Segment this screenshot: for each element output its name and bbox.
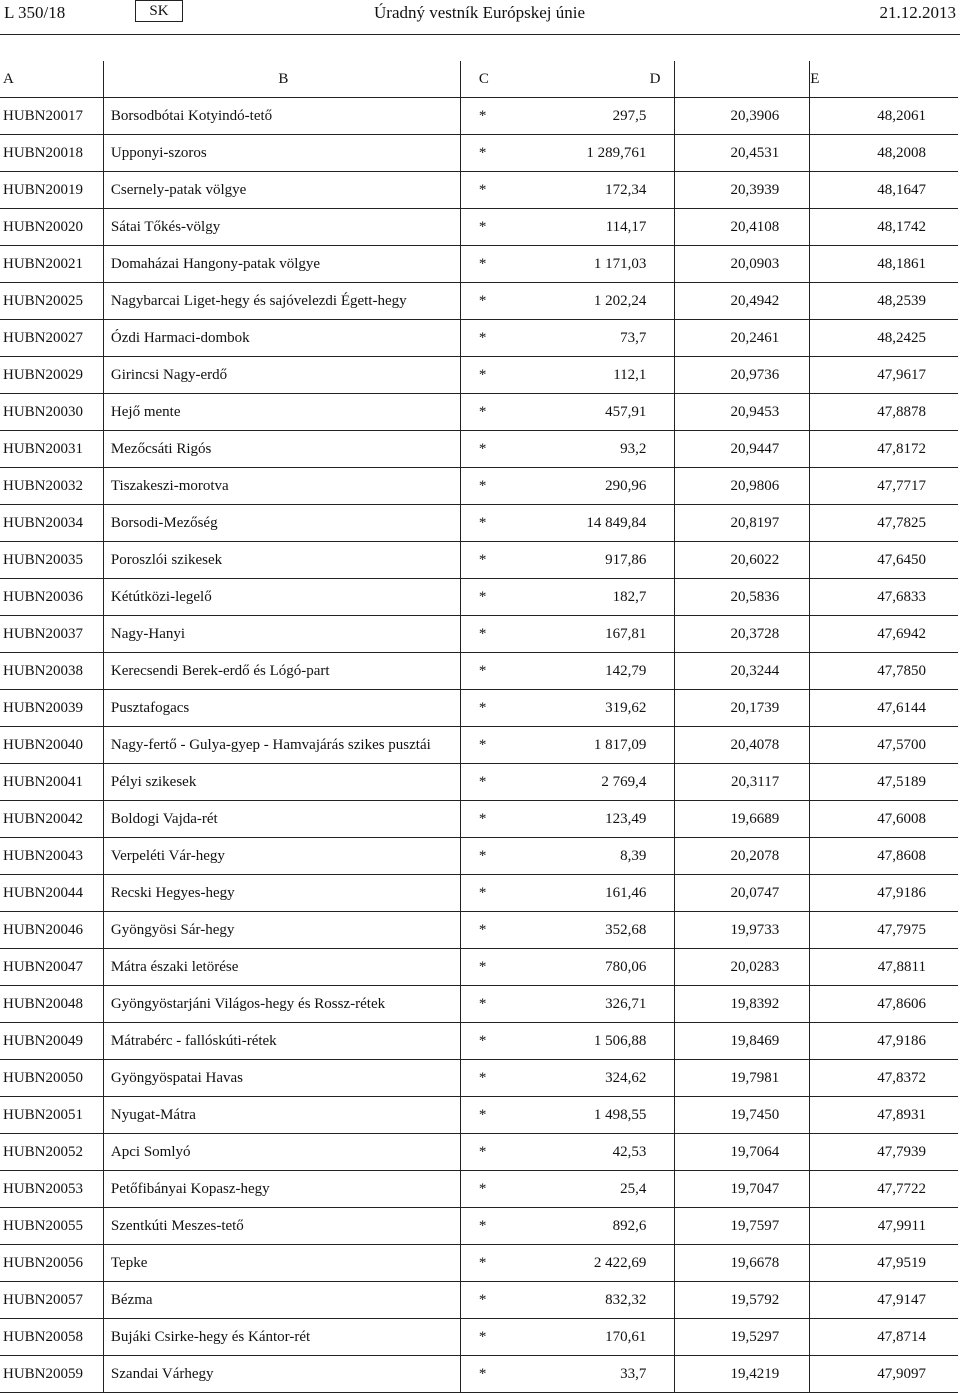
site-area: 93,2 [543, 431, 675, 468]
site-area: 1 202,24 [543, 283, 675, 320]
site-area: 161,46 [543, 875, 675, 912]
site-name: Kétútközi-legelő [103, 579, 460, 616]
site-code: HUBN20018 [0, 135, 103, 172]
table-row [0, 1245, 958, 1282]
site-longitude: 20,1739 [675, 690, 810, 727]
site-name: Nyugat-Mátra [103, 1097, 460, 1134]
site-area: 832,32 [543, 1282, 675, 1319]
site-name: Kerecsendi Berek-erdő és Lógó-part [103, 653, 460, 690]
table-row [0, 1097, 958, 1134]
table-row [0, 1060, 958, 1097]
site-marker: * [460, 1023, 542, 1060]
site-marker: * [460, 986, 542, 1023]
site-longitude: 19,6689 [675, 801, 810, 838]
site-name: Tepke [103, 1245, 460, 1282]
site-code: HUBN20047 [0, 949, 103, 986]
site-area: 172,34 [543, 172, 675, 209]
site-name: Borsodbótai Kotyindó-tető [103, 98, 460, 135]
site-marker: * [460, 616, 542, 653]
site-marker: * [460, 949, 542, 986]
site-latitude: 47,9911 [810, 1208, 958, 1245]
site-marker: * [460, 579, 542, 616]
site-area: 14 849,84 [543, 505, 675, 542]
site-name: Pusztafogacs [103, 690, 460, 727]
site-name: Gyöngyösi Sár-hegy [103, 912, 460, 949]
site-name: Mezőcsáti Rigós [103, 431, 460, 468]
site-marker: * [460, 172, 542, 209]
site-code: HUBN20058 [0, 1319, 103, 1356]
site-marker: * [460, 1282, 542, 1319]
site-marker: * [460, 1208, 542, 1245]
column-header-c: C [460, 61, 542, 98]
site-latitude: 47,9617 [810, 357, 958, 394]
site-code: HUBN20021 [0, 246, 103, 283]
table-row [0, 579, 958, 616]
site-area: 114,17 [543, 209, 675, 246]
site-latitude: 48,2425 [810, 320, 958, 357]
site-name: Ózdi Harmaci-dombok [103, 320, 460, 357]
site-area: 112,1 [543, 357, 675, 394]
table-row [0, 1356, 958, 1393]
site-area: 319,62 [543, 690, 675, 727]
site-longitude: 19,7450 [675, 1097, 810, 1134]
language-badge: SK [135, 0, 183, 22]
site-longitude: 20,2078 [675, 838, 810, 875]
site-marker: * [460, 394, 542, 431]
site-longitude: 19,8469 [675, 1023, 810, 1060]
site-code: HUBN20042 [0, 801, 103, 838]
site-name: Gyöngyöstarjáni Világos-hegy és Rossz-rétek [103, 986, 460, 1023]
site-code: HUBN20027 [0, 320, 103, 357]
site-marker: * [460, 1134, 542, 1171]
site-code: HUBN20029 [0, 357, 103, 394]
header-divider [0, 34, 960, 35]
site-latitude: 47,8811 [810, 949, 958, 986]
table-row [0, 801, 958, 838]
site-longitude: 19,8392 [675, 986, 810, 1023]
site-code: HUBN20059 [0, 1356, 103, 1393]
column-header-e: E [810, 61, 958, 98]
table-row [0, 1134, 958, 1171]
site-code: HUBN20019 [0, 172, 103, 209]
site-longitude: 20,4108 [675, 209, 810, 246]
site-name: Poroszlói szikesek [103, 542, 460, 579]
site-longitude: 19,7981 [675, 1060, 810, 1097]
table-row [0, 394, 958, 431]
site-latitude: 47,8931 [810, 1097, 958, 1134]
table-body [0, 98, 958, 1393]
site-area: 42,53 [543, 1134, 675, 1171]
site-code: HUBN20035 [0, 542, 103, 579]
site-longitude: 20,4942 [675, 283, 810, 320]
site-area: 326,71 [543, 986, 675, 1023]
site-name: Verpeléti Vár-hegy [103, 838, 460, 875]
table-row [0, 912, 958, 949]
site-marker: * [460, 468, 542, 505]
site-code: HUBN20050 [0, 1060, 103, 1097]
site-latitude: 47,6833 [810, 579, 958, 616]
site-longitude: 20,8197 [675, 505, 810, 542]
site-longitude: 20,3728 [675, 616, 810, 653]
site-marker: * [460, 246, 542, 283]
site-marker: * [460, 431, 542, 468]
table-row [0, 172, 958, 209]
site-marker: * [460, 542, 542, 579]
site-latitude: 47,7939 [810, 1134, 958, 1171]
site-marker: * [460, 838, 542, 875]
site-longitude: 19,5297 [675, 1319, 810, 1356]
table-row [0, 135, 958, 172]
site-code: HUBN20044 [0, 875, 103, 912]
publication-date: 21.12.2013 [879, 3, 956, 22]
site-code: HUBN20052 [0, 1134, 103, 1171]
site-latitude: 48,1742 [810, 209, 958, 246]
site-area: 142,79 [543, 653, 675, 690]
site-code: HUBN20030 [0, 394, 103, 431]
site-longitude: 20,0903 [675, 246, 810, 283]
table-row [0, 949, 958, 986]
site-area: 297,5 [543, 98, 675, 135]
site-area: 170,61 [543, 1319, 675, 1356]
site-name: Csernely-patak völgye [103, 172, 460, 209]
site-area: 1 817,09 [543, 727, 675, 764]
site-longitude: 20,9806 [675, 468, 810, 505]
site-latitude: 47,6450 [810, 542, 958, 579]
site-latitude: 48,2539 [810, 283, 958, 320]
journal-title: Úradný vestník Európskej únie [374, 3, 586, 22]
site-area: 1 498,55 [543, 1097, 675, 1134]
site-longitude: 19,5792 [675, 1282, 810, 1319]
column-header-d: D [543, 61, 675, 98]
table-row [0, 1282, 958, 1319]
site-name: Domaházai Hangony-patak völgye [103, 246, 460, 283]
site-marker: * [460, 357, 542, 394]
site-name: Hejő mente [103, 394, 460, 431]
site-marker: * [460, 283, 542, 320]
site-latitude: 47,8172 [810, 431, 958, 468]
site-code: HUBN20048 [0, 986, 103, 1023]
site-area: 1 289,761 [543, 135, 675, 172]
site-latitude: 47,6942 [810, 616, 958, 653]
site-area: 1 506,88 [543, 1023, 675, 1060]
site-area: 917,86 [543, 542, 675, 579]
site-name: Mátra északi letörése [103, 949, 460, 986]
site-latitude: 47,7717 [810, 468, 958, 505]
page-header [0, 0, 960, 26]
site-marker: * [460, 727, 542, 764]
site-longitude: 20,2461 [675, 320, 810, 357]
site-name: Sátai Tőkés-völgy [103, 209, 460, 246]
site-code: HUBN20046 [0, 912, 103, 949]
site-area: 780,06 [543, 949, 675, 986]
site-code: HUBN20051 [0, 1097, 103, 1134]
site-code: HUBN20025 [0, 283, 103, 320]
site-code: HUBN20043 [0, 838, 103, 875]
site-area: 1 171,03 [543, 246, 675, 283]
site-longitude: 19,7597 [675, 1208, 810, 1245]
site-latitude: 47,5700 [810, 727, 958, 764]
site-marker: * [460, 135, 542, 172]
site-name: Mátrabérc - fallóskúti-rétek [103, 1023, 460, 1060]
site-marker: * [460, 690, 542, 727]
sites-table [0, 61, 958, 1393]
page-reference: L 350/18 [4, 3, 66, 22]
site-name: Upponyi-szoros [103, 135, 460, 172]
site-name: Girincsi Nagy-erdő [103, 357, 460, 394]
site-code: HUBN20041 [0, 764, 103, 801]
site-code: HUBN20038 [0, 653, 103, 690]
site-area: 2 422,69 [543, 1245, 675, 1282]
table-row [0, 1208, 958, 1245]
site-name: Borsodi-Mezőség [103, 505, 460, 542]
site-marker: * [460, 320, 542, 357]
site-name: Recski Hegyes-hegy [103, 875, 460, 912]
site-code: HUBN20032 [0, 468, 103, 505]
site-area: 167,81 [543, 616, 675, 653]
site-longitude: 19,7047 [675, 1171, 810, 1208]
site-area: 8,39 [543, 838, 675, 875]
site-marker: * [460, 653, 542, 690]
table-row [0, 653, 958, 690]
site-code: HUBN20034 [0, 505, 103, 542]
site-longitude: 20,3244 [675, 653, 810, 690]
column-header-b: B [103, 61, 460, 98]
site-name: Petőfibányai Kopasz-hegy [103, 1171, 460, 1208]
site-latitude: 48,1861 [810, 246, 958, 283]
site-code: HUBN20055 [0, 1208, 103, 1245]
site-area: 182,7 [543, 579, 675, 616]
site-latitude: 47,6144 [810, 690, 958, 727]
site-latitude: 47,7722 [810, 1171, 958, 1208]
site-marker: * [460, 98, 542, 135]
site-name: Szandai Várhegy [103, 1356, 460, 1393]
site-longitude: 20,6022 [675, 542, 810, 579]
site-name: Tiszakeszi-morotva [103, 468, 460, 505]
site-code: HUBN20057 [0, 1282, 103, 1319]
site-name: Gyöngyöspatai Havas [103, 1060, 460, 1097]
site-area: 123,49 [543, 801, 675, 838]
site-latitude: 47,9097 [810, 1356, 958, 1393]
table-row [0, 98, 958, 135]
site-longitude: 19,4219 [675, 1356, 810, 1393]
site-longitude: 20,3117 [675, 764, 810, 801]
table-row [0, 209, 958, 246]
site-latitude: 48,2061 [810, 98, 958, 135]
table-header-row [0, 61, 958, 98]
site-longitude: 20,9447 [675, 431, 810, 468]
site-code: HUBN20031 [0, 431, 103, 468]
site-longitude: 20,4531 [675, 135, 810, 172]
site-marker: * [460, 912, 542, 949]
site-area: 2 769,4 [543, 764, 675, 801]
site-name: Bujáki Csirke-hegy és Kántor-rét [103, 1319, 460, 1356]
table-row [0, 542, 958, 579]
site-name: Nagybarcai Liget-hegy és sajóvelezdi Égett-hegy [103, 283, 460, 320]
table-row [0, 1319, 958, 1356]
site-latitude: 48,1647 [810, 172, 958, 209]
site-marker: * [460, 1245, 542, 1282]
site-longitude: 19,6678 [675, 1245, 810, 1282]
site-area: 73,7 [543, 320, 675, 357]
site-latitude: 47,7825 [810, 505, 958, 542]
site-longitude: 20,9736 [675, 357, 810, 394]
site-latitude: 47,8608 [810, 838, 958, 875]
site-marker: * [460, 1356, 542, 1393]
site-latitude: 47,6008 [810, 801, 958, 838]
site-code: HUBN20053 [0, 1171, 103, 1208]
site-longitude: 20,9453 [675, 394, 810, 431]
table-row [0, 431, 958, 468]
site-area: 324,62 [543, 1060, 675, 1097]
site-marker: * [460, 764, 542, 801]
table-row [0, 320, 958, 357]
table-row [0, 357, 958, 394]
site-latitude: 47,9186 [810, 1023, 958, 1060]
site-longitude: 20,5836 [675, 579, 810, 616]
site-latitude: 47,9186 [810, 875, 958, 912]
site-name: Apci Somlyó [103, 1134, 460, 1171]
site-marker: * [460, 875, 542, 912]
table-row [0, 1171, 958, 1208]
site-name: Nagy-Hanyi [103, 616, 460, 653]
site-latitude: 47,5189 [810, 764, 958, 801]
table-row [0, 616, 958, 653]
site-marker: * [460, 801, 542, 838]
column-header-d-spacer [675, 61, 810, 98]
table-row [0, 838, 958, 875]
site-code: HUBN20039 [0, 690, 103, 727]
site-name: Pélyi szikesek [103, 764, 460, 801]
site-latitude: 47,9519 [810, 1245, 958, 1282]
column-header-a: A [0, 61, 103, 98]
site-area: 352,68 [543, 912, 675, 949]
site-longitude: 20,0747 [675, 875, 810, 912]
table-row [0, 1023, 958, 1060]
site-code: HUBN20020 [0, 209, 103, 246]
site-name: Boldogi Vajda-rét [103, 801, 460, 838]
site-marker: * [460, 505, 542, 542]
site-latitude: 47,8606 [810, 986, 958, 1023]
table-row [0, 875, 958, 912]
site-area: 33,7 [543, 1356, 675, 1393]
site-latitude: 47,9147 [810, 1282, 958, 1319]
table-row [0, 283, 958, 320]
site-area: 892,6 [543, 1208, 675, 1245]
site-area: 290,96 [543, 468, 675, 505]
site-code: HUBN20036 [0, 579, 103, 616]
site-area: 25,4 [543, 1171, 675, 1208]
site-latitude: 48,2008 [810, 135, 958, 172]
site-longitude: 20,4078 [675, 727, 810, 764]
site-longitude: 19,9733 [675, 912, 810, 949]
table-row [0, 764, 958, 801]
site-name: Bézma [103, 1282, 460, 1319]
site-marker: * [460, 209, 542, 246]
site-name: Szentkúti Meszes-tető [103, 1208, 460, 1245]
site-marker: * [460, 1060, 542, 1097]
site-latitude: 47,8372 [810, 1060, 958, 1097]
site-code: HUBN20017 [0, 98, 103, 135]
site-code: HUBN20040 [0, 727, 103, 764]
table-row [0, 727, 958, 764]
site-longitude: 19,7064 [675, 1134, 810, 1171]
site-latitude: 47,8714 [810, 1319, 958, 1356]
table-row [0, 468, 958, 505]
site-longitude: 20,3939 [675, 172, 810, 209]
table-row [0, 246, 958, 283]
site-latitude: 47,7850 [810, 653, 958, 690]
site-name: Nagy-fertő - Gulya-gyep - Hamvajárás szikes pusztái [103, 727, 460, 764]
site-code: HUBN20056 [0, 1245, 103, 1282]
table-row [0, 986, 958, 1023]
site-code: HUBN20037 [0, 616, 103, 653]
site-longitude: 20,0283 [675, 949, 810, 986]
table-row [0, 690, 958, 727]
site-area: 457,91 [543, 394, 675, 431]
site-latitude: 47,7975 [810, 912, 958, 949]
site-marker: * [460, 1097, 542, 1134]
site-marker: * [460, 1171, 542, 1208]
site-latitude: 47,8878 [810, 394, 958, 431]
site-marker: * [460, 1319, 542, 1356]
site-code: HUBN20049 [0, 1023, 103, 1060]
table-row [0, 505, 958, 542]
site-longitude: 20,3906 [675, 98, 810, 135]
